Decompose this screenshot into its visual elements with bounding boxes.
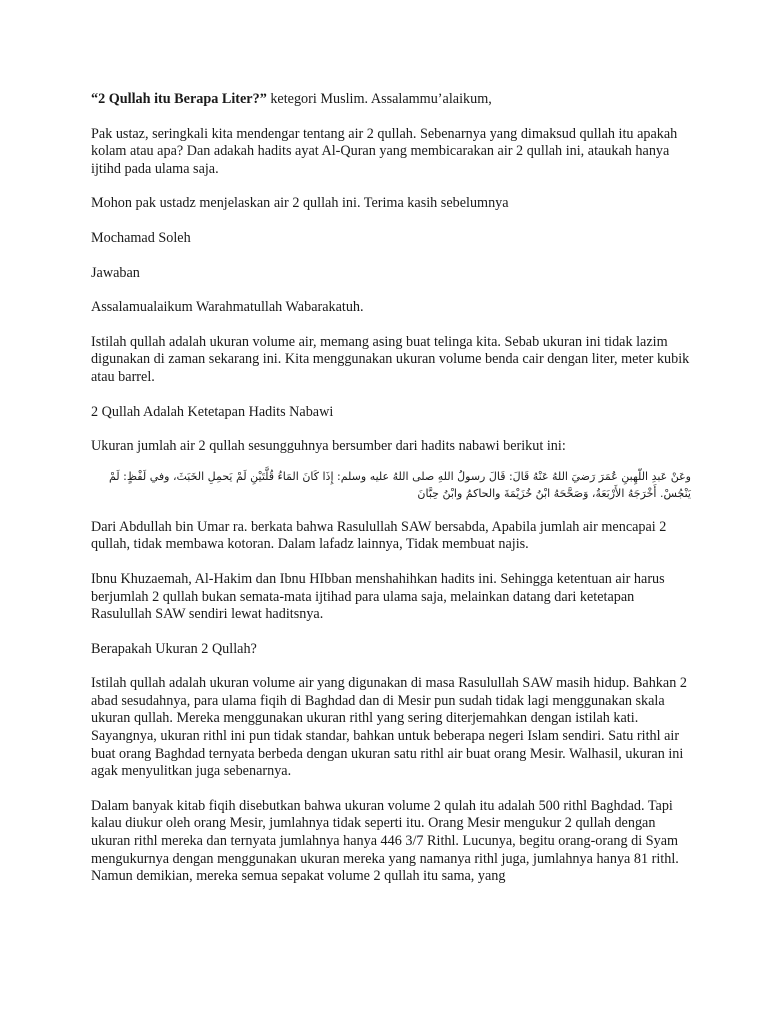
ibnu-paragraph: Ibnu Khuzaemah, Al-Hakim dan Ibnu HIbban menshahihkan hadits ini. Sehingga ketentuan air harus berjumlah 2 qullah bukan semata-mata ijtihad para ulama saja, melainkan datang dari ketetapan Rasulullah SAW sendiri lewat haditsnya. <box>91 570 665 623</box>
close-quote: ” <box>259 91 267 107</box>
open-quote: “ <box>91 91 99 107</box>
request-paragraph: Mohon pak ustadz menjelaskan air 2 qullah ini. Terima kasih sebelumnya <box>91 195 509 212</box>
heading-ukuran: Berapakah Ukuran 2 Qullah? <box>91 640 257 657</box>
sumber-paragraph: Ukuran jumlah air 2 qullah sesungguhnya bersumber dari hadits nabawi berikut ini: <box>91 438 566 455</box>
arabic-hadith: وعَنْ عَبدِ اللّهِبنِ عُمَرَ رَضيَ اللهُ عَنْهُ قَالَ: قَالَ رسولُ اللهِ صلى اللهُ عليه وسلم: إِذَا كَانَ المَاءُ قُلَّتَيْنِ لَمْ يَحمِلِ الخَبَثَ، وفي لَفْظٍ: لَمْ يَنْجُسْ. أَخْرَجَهُ الأَرْبَعَةُ، وَصَحَّحَهُ ابْنُ خُزَيْمَةَ والحاكمُ وابْنُ حِبَّانَ <box>108 469 691 500</box>
author-name: Mochamad Soleh <box>91 229 191 246</box>
answer-label: Jawaban <box>91 264 140 281</box>
rithl-paragraph: Istilah qullah adalah ukuran volume air yang digunakan di masa Rasulullah SAW masih hidup. Bahkan 2 abad sesudahnya, para ulama fiqih di Baghdad dan di Mesir pun sudah tidak lagi menggunakan skala ukuran qullah. Mereka menggunakan ukuran rithl yang sering diterjemahkan dengan istilah kati. Sayangnya, ukuran rithl ini pun tidak standar, bahkan untuk beberapa negeri Islam sendiri. Satu rithl air buat orang Baghdad ternyata berbeda dengan ukuran satu rithl air buat orang Mesir. Walhasil, ukuran ini agak menyulitkan juga sebenarnya. <box>91 675 687 780</box>
question-paragraph: Pak ustaz, seringkali kita mendengar tentang air 2 qullah. Sebenarnya yang dimaksud qullah itu apakah kolam atau apa? Dan adakah hadits ayat Al-Quran yang membicarakan air 2 qullah ini, ataukah hanya ijtihd pada ulama saja. <box>91 125 678 177</box>
istilah-paragraph: Istilah qullah adalah ukuran volume air, memang asing buat telinga kita. Sebab ukuran ini tidak lazim digunakan di zaman sekarang ini. Kita menggunakan ukuran volume benda cair dengan liter, meter kubik atau barrel. <box>91 333 690 385</box>
intro-rest: ketegori Muslim. Assalammu’alaikum, <box>266 91 492 107</box>
heading-hadits: 2 Qullah Adalah Ketetapan Hadits Nabawi <box>91 403 334 420</box>
greeting-paragraph: Assalamualaikum Warahmatullah Wabarakatuh. <box>91 299 364 316</box>
document-page <box>91 91 691 886</box>
kitab-paragraph: Dalam banyak kitab fiqih disebutkan bahwa ukuran volume 2 qulah itu adalah 500 rithl Baghdad. Tapi kalau diukur oleh orang Mesir, jumlahnya tidak seperti itu. Orang Mesir mengukur 2 qullah dengan ukuran rithl mereka dan ternyata jumlahnya hanya 446 3/7 Rithl. Lucunya, begitu orang-orang di Syam mengukurnya dengan menggunakan ukuran mereka yang namanya rithl juga, jumlahnya hanya 81 rithl. Namun demikian, mereka semua sepakat volume 2 qullah itu sama, yang <box>91 797 679 885</box>
intro-paragraph <box>91 91 691 109</box>
terjemah-paragraph: Dari Abdullah bin Umar ra. berkata bahwa Rasulullah SAW bersabda, Apabila jumlah air mencapai 2 qullah, tidak membawa kotoran. Dalam lafadz lainnya, Tidak membuat najis. <box>91 518 667 553</box>
article-title: 2 Qullah itu Berapa Liter? <box>98 91 260 107</box>
